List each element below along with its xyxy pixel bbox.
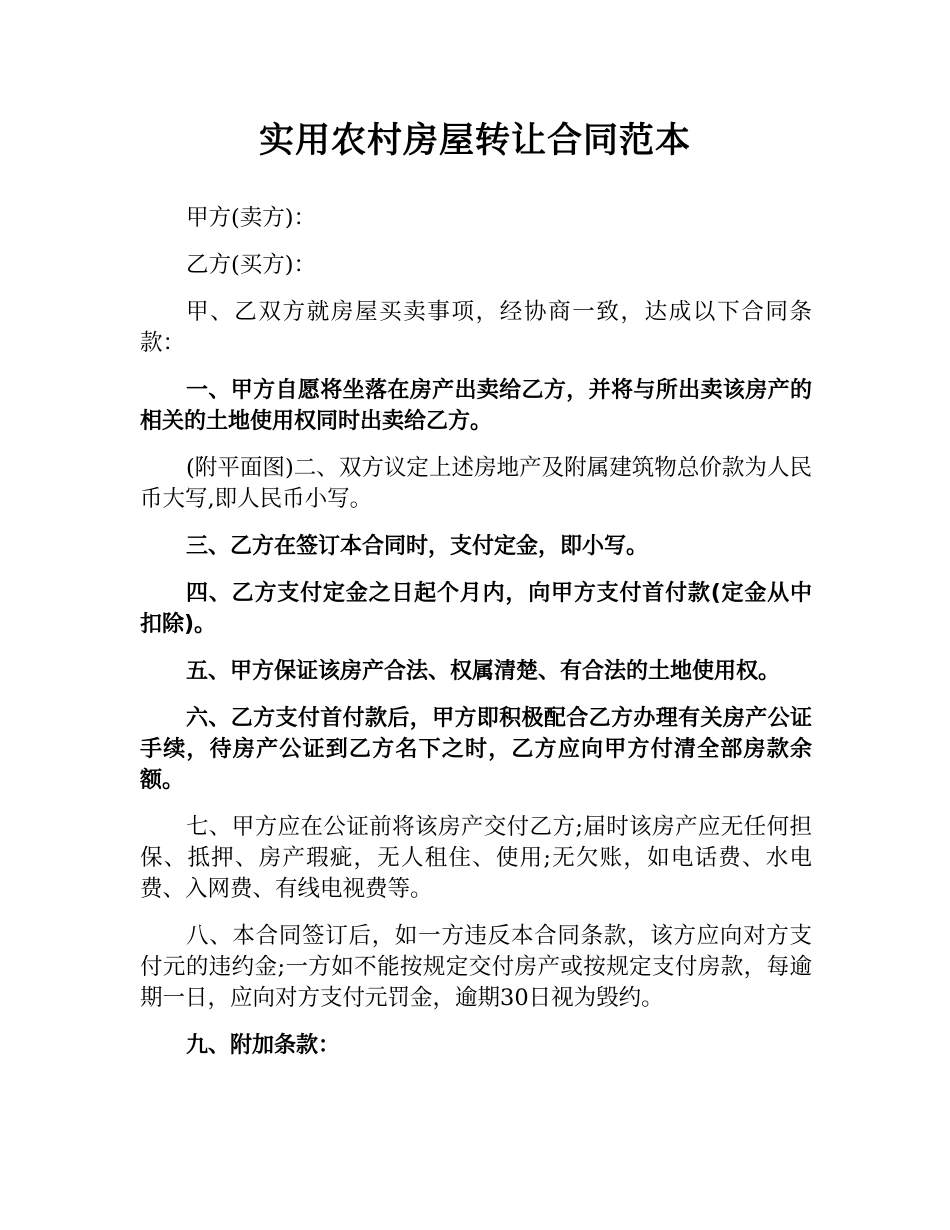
clause-3: 三、乙方在签订本合同时，支付定金，即小写。: [186, 534, 649, 559]
clause-4: 四、乙方支付定金之日起个月内，向甲方支付首付款(定金从中扣除)。: [140, 581, 812, 637]
clause-7: 七、甲方应在公证前将该房产交付乙方;届时该房产应无任何担保、抵押、房产瑕疵，无人租住、使用;无欠账，如电话费、水电费、入网费、有线电视费等。: [140, 814, 812, 902]
document-body: [140, 203, 812, 1077]
clause-5: 五、甲方保证该房产合法、权属清楚、有合法的土地使用权。: [186, 659, 781, 684]
paragraph-party-b: 乙方(买方)：: [186, 252, 317, 278]
clause-6: 六、乙方支付首付款后，甲方即积极配合乙方办理有关房产公证手续，待房产公证到乙方名下之时，乙方应向甲方付清全部房款余额。: [140, 706, 812, 793]
clause-2: (附平面图)二、双方议定上述房地产及附属建筑物总价款为人民币大写,即人民币小写。: [140, 455, 812, 512]
paragraph-preamble: 甲、乙双方就房屋买卖事项，经协商一致，达成以下合同条款：: [140, 299, 812, 356]
clause-8: 八、本合同签订后，如一方违反本合同条款，该方应向对方支付元的违约金;一方如不能按规定交付房产或按规定支付房款，每逾期一日，应向对方支付元罚金，逾期30日视为毁约。: [140, 923, 812, 1011]
clause-1: 一、甲方自愿将坐落在房产出卖给乙方，并将与所出卖该房产的相关的土地使用权同时出卖给乙方。: [140, 378, 812, 434]
paragraph-party-a: 甲方(卖方)：: [186, 205, 317, 231]
document-title: 实用农村房屋转让合同范本: [258, 121, 691, 161]
clause-9: 九、附加条款：: [186, 1033, 341, 1058]
